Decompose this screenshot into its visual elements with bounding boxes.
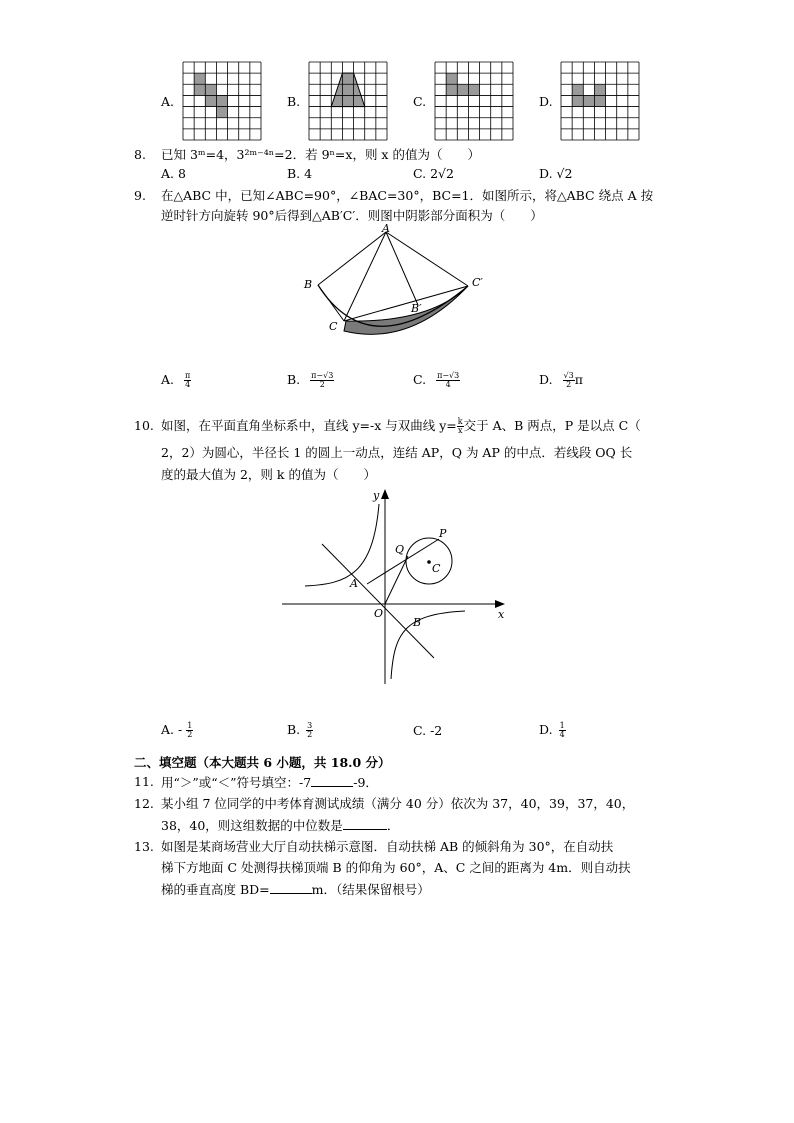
q7-option-a-grid: [182, 61, 262, 141]
q9-option-d-pi: π: [574, 372, 583, 387]
q7-option-d-grid: [560, 61, 640, 141]
q10-label-x: x: [498, 608, 505, 621]
q9-option-c-fraction: [436, 372, 460, 389]
q10-label-c: C: [432, 562, 441, 575]
q11-number: 11.: [134, 774, 154, 789]
q8-option-c: C. 2√2: [413, 166, 454, 181]
q9-label-c-prime: C′: [472, 276, 483, 289]
q13-line-2: 梯下方地面 C 处测得扶梯顶端 B 的仰角为 60°，A、C 之间的距离为 4m．则自动扶: [161, 860, 631, 875]
q7-option-c-grid: [434, 61, 514, 141]
q9-segment-bc: [318, 285, 344, 321]
q7-option-a-label: A.: [161, 94, 175, 109]
q9-option-b-label: B.: [287, 372, 301, 387]
q11-text: [161, 774, 378, 791]
grid-shaded-cell: [468, 84, 479, 95]
q9-option-a-fraction: [184, 372, 191, 389]
q10-line-2: 2，2）为圆心，半径长 1 的圆上一动点，连结 AP，Q 为 AP 的中点．若线段 OQ 长: [161, 445, 633, 460]
q9-option-b-fraction: [310, 372, 334, 389]
q12-answer-blank[interactable]: [343, 817, 387, 830]
q11-answer-blank[interactable]: [311, 774, 353, 787]
q8-option-d: D. √2: [539, 166, 573, 181]
grid-shaded-cell: [583, 95, 594, 106]
q9-option-a-num: π: [185, 371, 191, 380]
q8-number: 8.: [134, 147, 146, 162]
q9-shaded-region: [344, 286, 468, 334]
q10-option-a-label: A. -: [161, 722, 183, 737]
q10-frac-num: k: [457, 417, 463, 426]
q9-label-a: A: [382, 222, 390, 235]
q12-line-2: [161, 817, 399, 834]
q11-text-a: 用“＞”或“＜”符号填空：-7: [161, 775, 312, 790]
grid-shaded-cell: [205, 84, 216, 95]
q10-k-over-x: [457, 418, 464, 435]
q12-number: 12.: [134, 796, 154, 811]
q10-line-1-part-a: 如图，在平面直角坐标系中，直线 y=-x 与双曲线 y=: [161, 418, 457, 433]
grid-shaded-cell: [205, 95, 216, 106]
q10-option-b-label: B.: [287, 722, 301, 737]
q10-label-a: A: [350, 577, 358, 590]
q10-option-b: [287, 722, 313, 739]
q9-option-a-label: A.: [161, 372, 175, 387]
q7-option-c-label: C.: [413, 94, 427, 109]
q12-line-2-a: 38，40，则这组数据的中位数是: [161, 818, 343, 833]
q9-segment-ac: [344, 232, 386, 321]
q9-option-a: [161, 372, 191, 389]
q13-line-3: [161, 881, 430, 898]
q9-option-b-den: 2: [319, 380, 325, 389]
q10-hyperbola-branch-right: [391, 611, 465, 679]
q10-option-d: [539, 722, 566, 739]
q9-figure: [300, 222, 500, 337]
q13-number: 13.: [134, 839, 154, 854]
q10-center-point: [427, 560, 431, 564]
q10-number: 10.: [134, 418, 154, 433]
q13-line-3-a: 梯的垂直高度 BD=: [161, 882, 270, 897]
q10-option-c: C. -2: [413, 723, 443, 738]
q10-label-o: O: [374, 607, 384, 620]
grid-shaded-cell: [457, 84, 468, 95]
q10-option-a-den: 2: [187, 730, 193, 739]
q8-option-a: A. 8: [161, 166, 186, 181]
q9-label-c: C: [329, 320, 338, 333]
q9-option-b-num: π−√3: [311, 371, 334, 380]
q9-number: 9.: [134, 188, 146, 203]
q10-line-y-neg-x: [322, 544, 434, 658]
q10-label-y: y: [373, 489, 380, 502]
q7-option-d-label: D.: [539, 94, 553, 109]
q12-line-2-b: ．: [386, 818, 400, 833]
q7-option-b-label: B.: [287, 94, 301, 109]
q8-option-b: B. 4: [287, 166, 313, 181]
q10-frac-den: x: [457, 426, 463, 435]
grid-shaded-cell: [594, 84, 605, 95]
grid-shaded-cell: [572, 84, 583, 95]
q10-segment-oq: [385, 556, 408, 604]
q10-option-a-fraction: [186, 722, 193, 739]
q10-option-d-label: D.: [539, 722, 553, 737]
q9-option-d-den: 2: [566, 380, 572, 389]
q10-option-b-num: 3: [307, 721, 313, 730]
q10-option-b-den: 2: [307, 730, 313, 739]
q9-option-d-fraction: [563, 372, 575, 389]
q10-label-q: Q: [395, 543, 405, 556]
section-2-title: 二、填空题（本大题共 6 小题，共 18.0 分）: [134, 755, 391, 770]
q9-option-c-den: 4: [445, 380, 451, 389]
q11-text-b: -9．: [353, 775, 378, 790]
q10-line-3: 度的最大值为 2，则 k 的值为（ ）: [161, 467, 376, 482]
q9-label-b: B: [304, 278, 313, 291]
q9-label-b-prime: B′: [411, 302, 422, 315]
grid-shaded-cell: [446, 84, 457, 95]
q9-option-d-label: D.: [539, 372, 553, 387]
q10-line-1-part-b: 交于 A、B 两点，P 是以点 C（: [463, 418, 641, 433]
grid-shaded-cell: [194, 73, 205, 84]
q13-line-1: 如图是某商场营业大厅自动扶梯示意图．自动扶梯 AB 的倾斜角为 30°，在自动扶: [161, 839, 614, 854]
q10-option-d-num: 1: [559, 721, 565, 730]
q10-option-b-fraction: [306, 722, 313, 739]
q10-label-b: B: [413, 616, 422, 629]
q9-option-c-label: C.: [413, 372, 427, 387]
grid-shaded-cell: [216, 95, 227, 106]
q9-line-2: 逆时针方向旋转 90°后得到△AB′C′．则图中阴影部分面积为（ ）: [161, 208, 543, 223]
q9-option-d: [539, 372, 583, 389]
q10-option-d-den: 4: [559, 730, 565, 739]
q9-option-c-num: π−√3: [437, 371, 460, 380]
q9-option-c: [413, 372, 460, 389]
q10-option-a: [161, 722, 193, 739]
grid-shaded-cell: [194, 84, 205, 95]
grid-shaded-cell: [572, 95, 583, 106]
q10-line-1: [161, 418, 641, 435]
q13-answer-blank[interactable]: [270, 881, 312, 894]
grid-shaded-cell: [594, 95, 605, 106]
grid-shaded-cell: [216, 107, 227, 118]
q10-label-p: P: [439, 527, 447, 540]
q9-option-b: [287, 372, 334, 389]
q7-option-b-grid: [308, 61, 388, 141]
q10-option-d-fraction: [559, 722, 566, 739]
q8-stem: 已知 3ᵐ=4，3²ᵐ⁻⁴ⁿ=2．若 9ⁿ=x，则 x 的值为（ ）: [161, 147, 480, 162]
q9-segment-ab: [318, 232, 386, 285]
q10-figure: [278, 484, 508, 689]
q10-hyperbola-branch-left: [305, 504, 379, 586]
grid-shaded-cell: [446, 73, 457, 84]
q9-option-d-num: √3: [563, 371, 574, 380]
grid-trapezoid: [331, 73, 364, 106]
q12-line-1: 某小组 7 位同学的中考体育测试成绩（满分 40 分）依次为 37，40，39，37，40，: [161, 796, 635, 811]
q13-line-3-b: m．（结果保留根号）: [311, 882, 430, 897]
q10-option-a-num: 1: [187, 721, 193, 730]
q9-option-a-den: 4: [185, 380, 191, 389]
q9-line-1: 在△ABC 中，已知∠ABC=90°，∠BAC=30°，BC=1．如图所示，将△ABC 绕点 A 按: [161, 188, 654, 203]
